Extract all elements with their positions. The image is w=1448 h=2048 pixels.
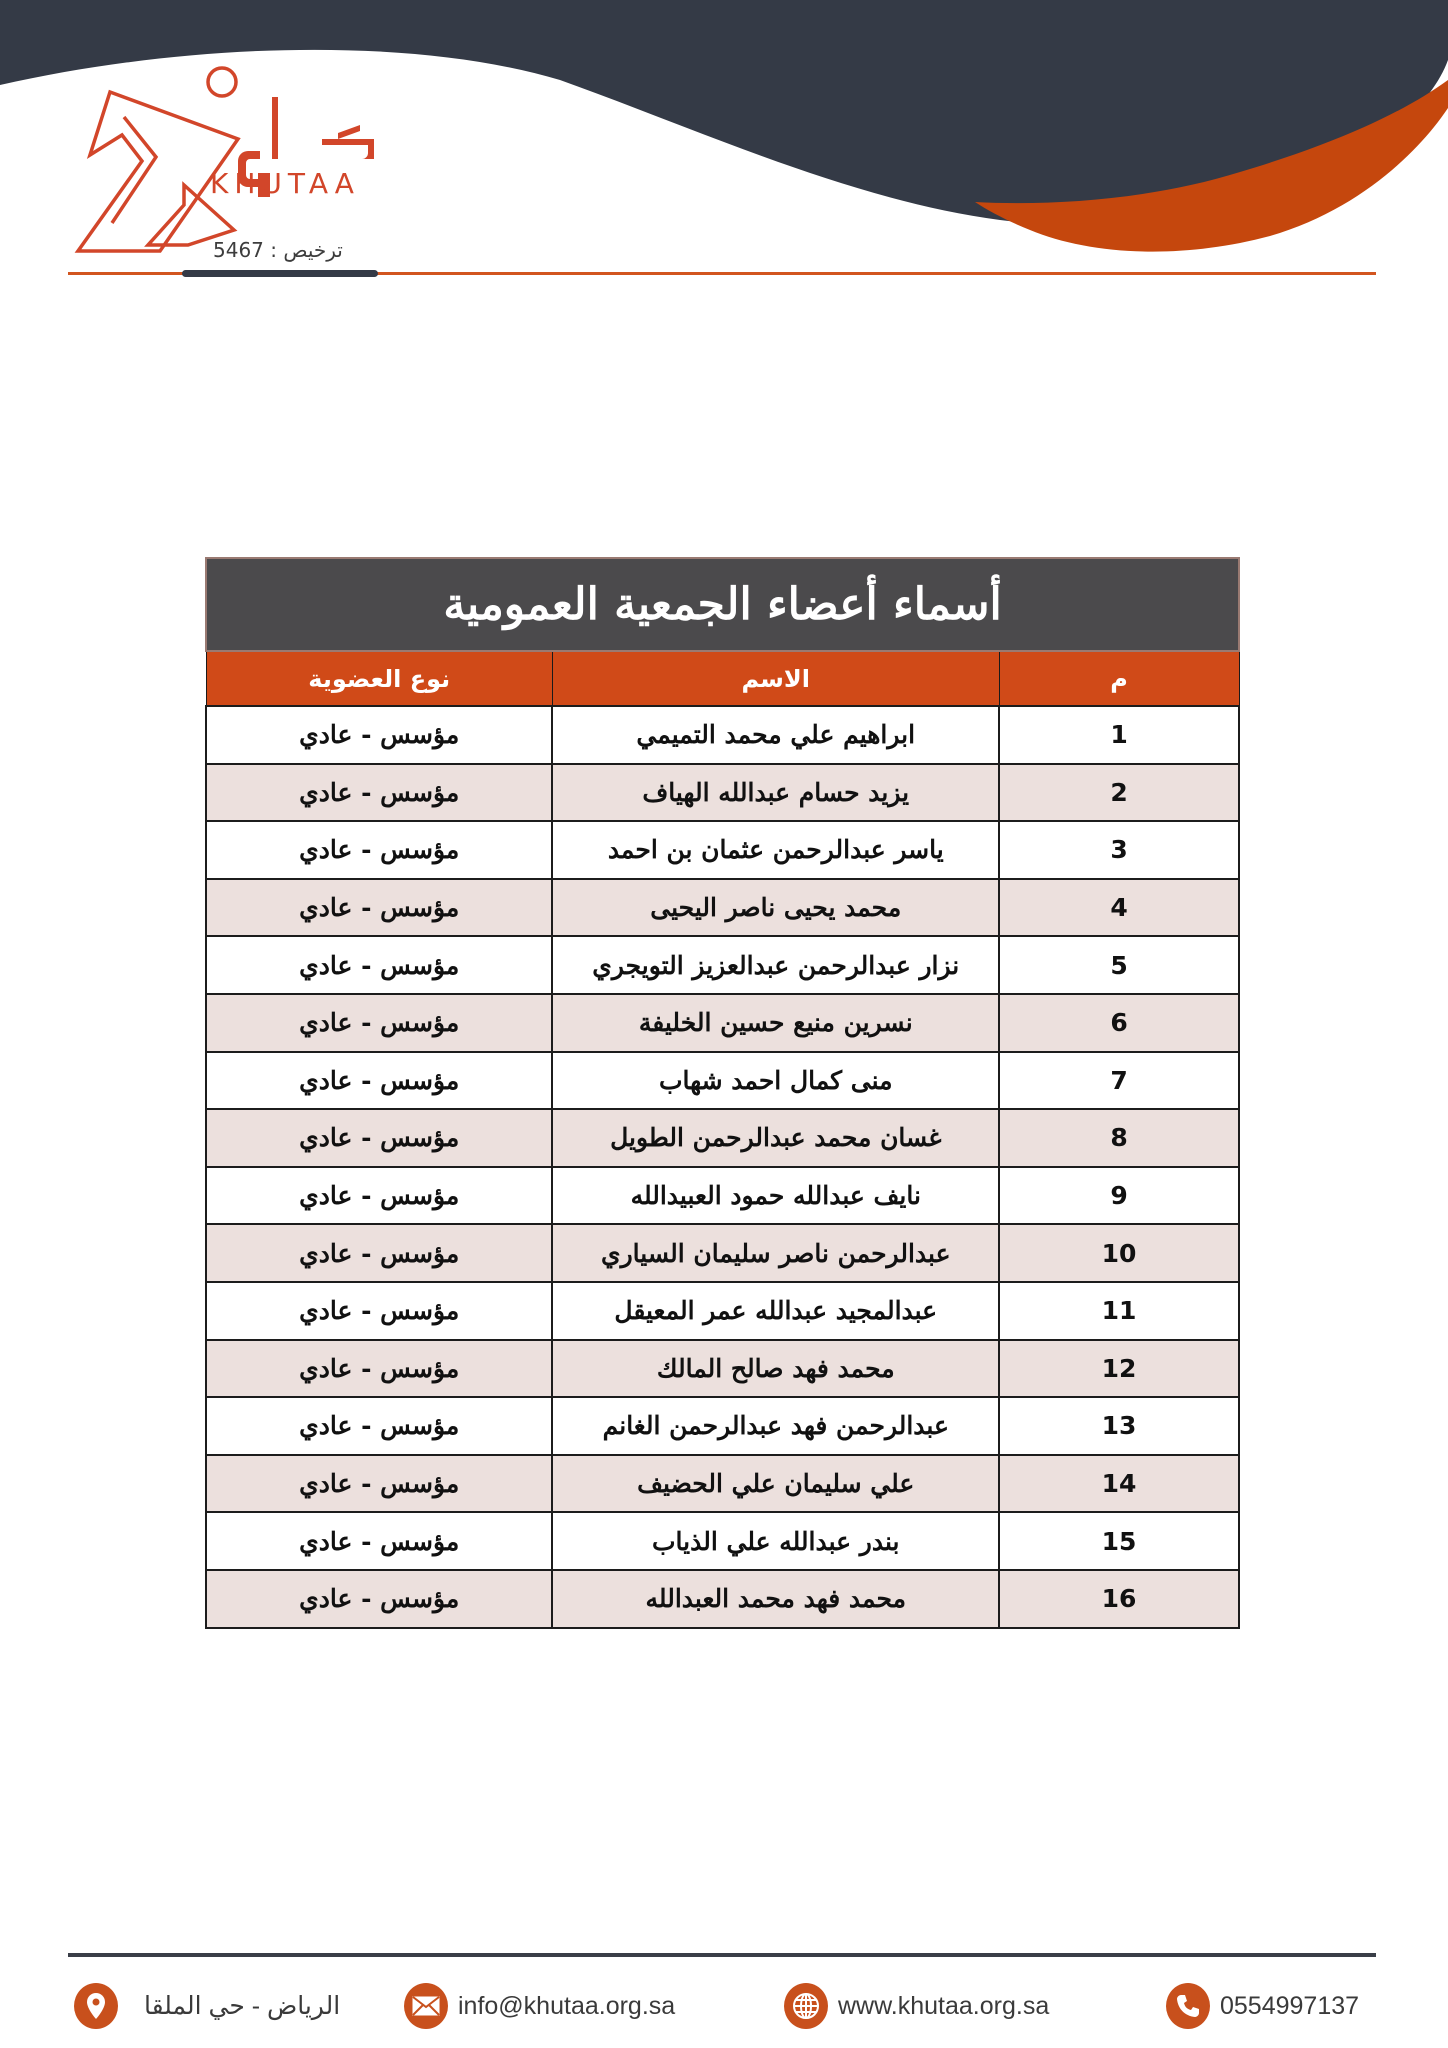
membership-type: مؤسس - عادي [206,1167,552,1225]
member-number: 13 [999,1397,1239,1455]
member-number: 14 [999,1455,1239,1513]
member-name: ابراهيم علي محمد التميمي [552,706,999,764]
membership-type: مؤسس - عادي [206,1512,552,1570]
table-row [206,994,1239,1052]
membership-type: مؤسس - عادي [206,936,552,994]
membership-type: مؤسس - عادي [206,994,552,1052]
table-row [206,821,1239,879]
column-header-name: الاسم [552,651,999,706]
membership-type: مؤسس - عادي [206,1109,552,1167]
member-number: 6 [999,994,1239,1052]
member-name: منى كمال احمد شهاب [552,1052,999,1110]
membership-type: مؤسس - عادي [206,764,552,822]
member-name: غسان محمد عبدالرحمن الطويل [552,1109,999,1167]
table-title-row [206,558,1239,651]
table-row [206,706,1239,764]
member-number: 15 [999,1512,1239,1570]
footer-address [74,1983,340,2029]
member-number: 3 [999,821,1239,879]
table-header-row [206,651,1239,706]
member-number: 2 [999,764,1239,822]
table-row [206,1282,1239,1340]
members-table [205,557,1240,1629]
member-name: عبدالرحمن ناصر سليمان السياري [552,1224,999,1282]
member-name: نايف عبدالله حمود العبيدالله [552,1167,999,1225]
address-text: الرياض - حي الملقا [144,1992,341,2020]
membership-type: مؤسس - عادي [206,1397,552,1455]
column-header-number: م [999,651,1239,706]
member-number: 16 [999,1570,1239,1628]
table-row [206,1512,1239,1570]
location-pin-icon [74,1983,118,2029]
table-row [206,764,1239,822]
member-number: 7 [999,1052,1239,1110]
globe-icon [784,1983,828,2029]
member-name: محمد فهد صالح المالك [552,1340,999,1398]
table-title: أسماء أعضاء الجمعية العمومية [206,558,1239,651]
khutaa-logo [60,55,490,255]
membership-type: مؤسس - عادي [206,1282,552,1340]
table-row [206,1224,1239,1282]
table-row [206,1052,1239,1110]
footer-website[interactable] [784,1983,1049,2029]
column-header-membership-type: نوع العضوية [206,651,552,706]
member-name: يزيد حسام عبدالله الهياف [552,764,999,822]
logo-latin-wordmark: KHUTAA [210,167,360,200]
license-number: ترخيص : 5467 [213,238,343,262]
phone-number[interactable]: 0554997137 [1220,1991,1360,2020]
envelope-icon [404,1983,448,2029]
table-row [206,1397,1239,1455]
member-number: 4 [999,879,1239,937]
membership-type: مؤسس - عادي [206,1455,552,1513]
table-row [206,1109,1239,1167]
member-name: عبدالرحمن فهد عبدالرحمن الغانم [552,1397,999,1455]
member-name: علي سليمان علي الحضيف [552,1455,999,1513]
runner-logo-mark [60,55,490,255]
member-name: نزار عبدالرحمن عبدالعزيز التويجري [552,936,999,994]
member-number: 8 [999,1109,1239,1167]
membership-type: مؤسس - عادي [206,1570,552,1628]
phone-icon [1166,1983,1210,2029]
member-number: 11 [999,1282,1239,1340]
email-link[interactable]: info@khutaa.org.sa [458,1991,676,2020]
member-name: عبدالمجيد عبدالله عمر المعيقل [552,1282,999,1340]
footer-email[interactable] [404,1983,675,2029]
membership-type: مؤسس - عادي [206,706,552,764]
table-row [206,1455,1239,1513]
table-row [206,1570,1239,1628]
header-divider-accent [182,270,378,277]
membership-type: مؤسس - عادي [206,1052,552,1110]
membership-type: مؤسس - عادي [206,879,552,937]
member-number: 10 [999,1224,1239,1282]
member-number: 12 [999,1340,1239,1398]
membership-type: مؤسس - عادي [206,1340,552,1398]
table-row [206,879,1239,937]
member-name: ياسر عبدالرحمن عثمان بن احمد [552,821,999,879]
website-link[interactable]: www.khutaa.org.sa [838,1991,1050,2020]
member-name: محمد فهد محمد العبدالله [552,1570,999,1628]
member-name: نسرين منيع حسين الخليفة [552,994,999,1052]
member-name: بندر عبدالله علي الذياب [552,1512,999,1570]
table-row [206,1340,1239,1398]
footer-divider [68,1953,1376,1957]
member-number: 1 [999,706,1239,764]
footer-phone[interactable] [1166,1983,1359,2029]
member-name: محمد يحيى ناصر اليحيى [552,879,999,937]
table-row [206,1167,1239,1225]
member-number: 5 [999,936,1239,994]
membership-type: مؤسس - عادي [206,1224,552,1282]
membership-type: مؤسس - عادي [206,821,552,879]
table-row [206,936,1239,994]
member-number: 9 [999,1167,1239,1225]
